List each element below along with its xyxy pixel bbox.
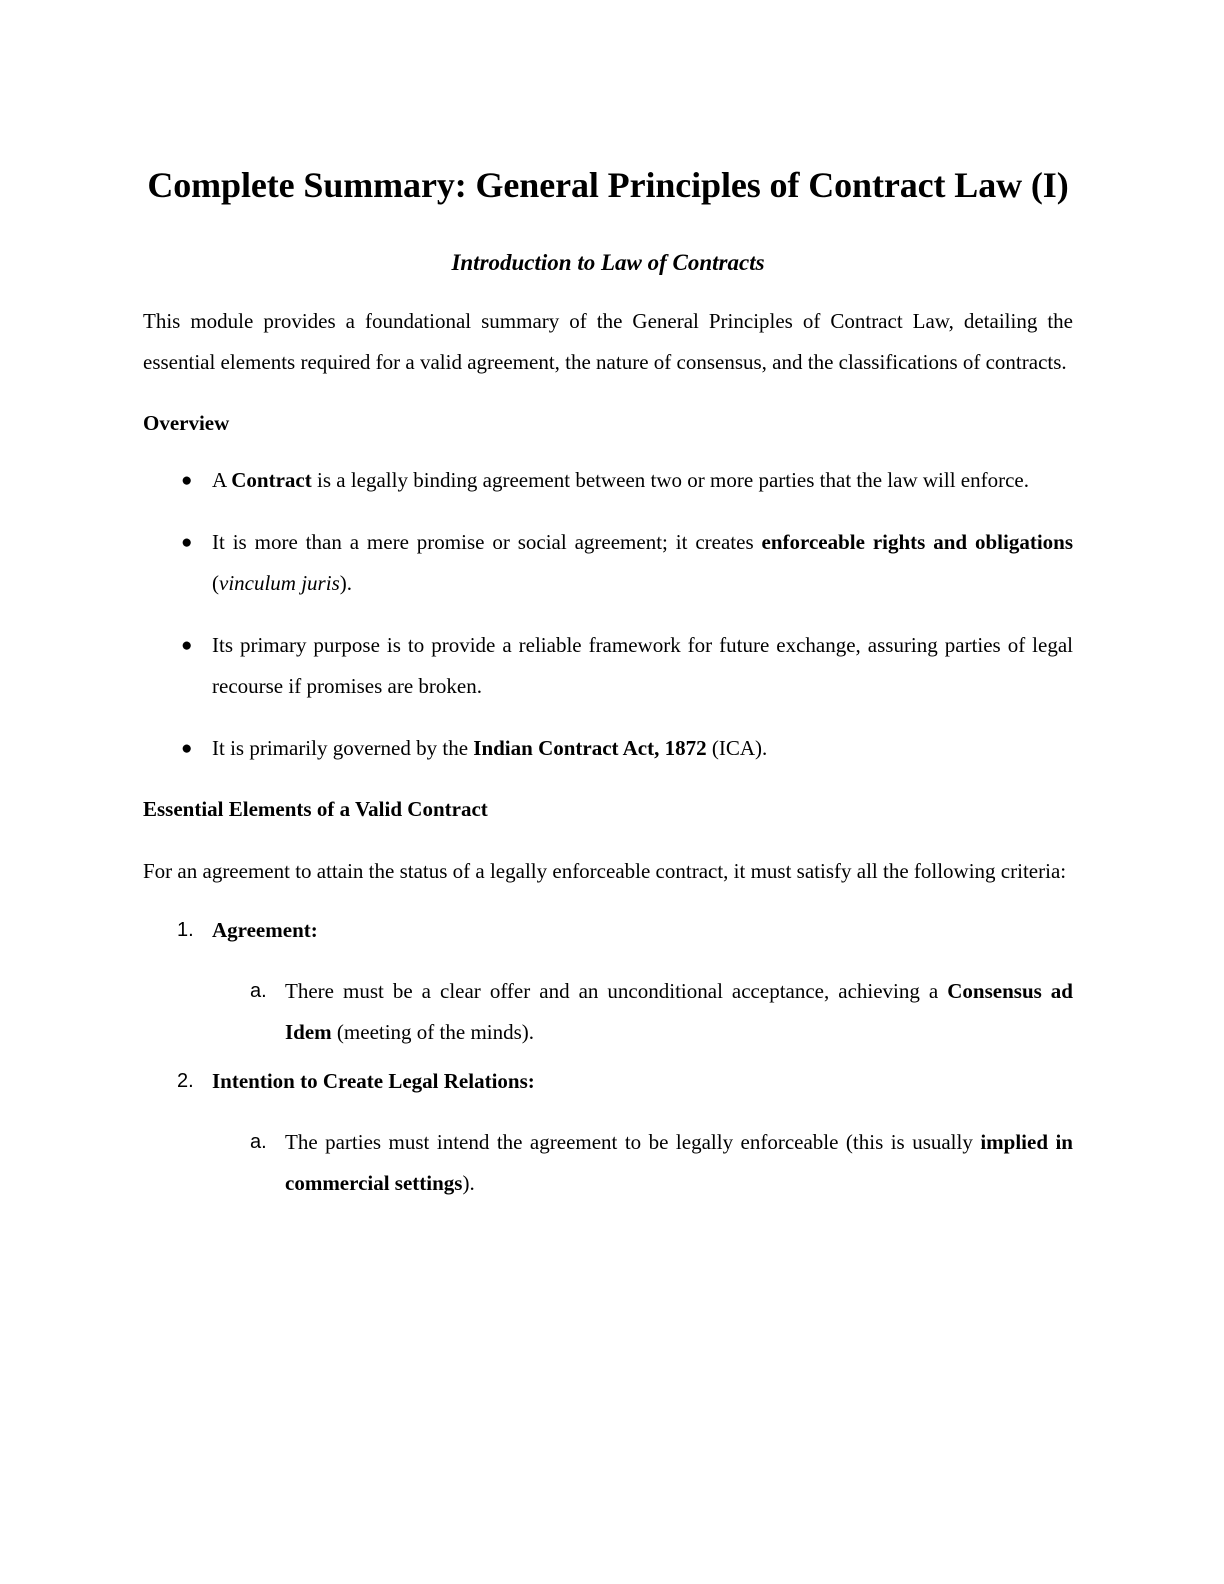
list-alpha-marker: a. <box>250 1131 267 1153</box>
list-item-text <box>212 530 1073 595</box>
list-item <box>212 1122 1073 1204</box>
list-item-label: Intention to Create Legal Relations: <box>212 1069 535 1093</box>
essential-elements-lead-paragraph: For an agreement to attain the status of a legally enforceable contract, it must satisfy all the following criteria: <box>143 859 1067 883</box>
text-bold: Consensus ad Idem <box>285 979 1073 1044</box>
text-segment: It is primarily governed by the <box>212 736 474 760</box>
bullet-icon: ● <box>181 635 193 656</box>
list-number-marker: 2. <box>177 1070 194 1092</box>
list-item-label: Agreement: <box>212 918 318 942</box>
list-number-marker: 1. <box>177 919 194 941</box>
text-italic: vinculum juris <box>219 571 340 595</box>
essential-elements-list <box>143 892 1073 1212</box>
list-item <box>143 910 1073 1061</box>
list-item-text <box>212 633 1073 698</box>
text-bold: Indian Contract Act, 1872 <box>473 736 707 760</box>
text-bold: implied in commercial settings <box>285 1130 1073 1195</box>
text-segment: ( <box>212 571 219 595</box>
sub-list <box>212 1102 1073 1204</box>
list-item <box>143 625 1073 728</box>
text-segment: (meeting of the minds). <box>331 1020 535 1044</box>
text-segment: (ICA). <box>706 736 768 760</box>
text-segment: There must be a clear offer and an unconditional acceptance, achieving a <box>285 979 948 1003</box>
section-heading-overview: Overview <box>143 411 230 435</box>
text-bold: Contract <box>231 468 312 492</box>
document-subtitle: Introduction to Law of Contracts <box>451 250 765 275</box>
text-segment: The parties must intend the agreement to be legally enforceable (this is usually <box>285 1130 981 1154</box>
text-segment: A <box>212 468 232 492</box>
page-title: Complete Summary: General Principles of Contract Law (I) <box>147 165 1069 205</box>
sub-list <box>212 951 1073 1053</box>
overview-bullet-list <box>143 444 1073 769</box>
intro-paragraph: This module provides a foundational summary of the General Principles of Contract Law, detailing the essential elements required for a valid agreement, the nature of consensus, and the classifications of contracts. <box>143 309 1073 374</box>
list-item-text <box>212 736 767 760</box>
list-item-text <box>212 468 1029 492</box>
text-segment: ). <box>462 1171 475 1195</box>
text-segment: Its primary purpose is to provide a reliable framework for future exchange, assuring parties of legal recourse if promises are broken. <box>212 633 1073 698</box>
text-segment: ). <box>339 571 352 595</box>
bullet-icon: ● <box>181 738 193 759</box>
list-item <box>143 1061 1073 1212</box>
text-segment: It is more than a mere promise or social agreement; it creates <box>212 530 762 554</box>
list-alpha-marker: a. <box>250 980 267 1002</box>
list-item-text <box>285 979 1073 1044</box>
list-item <box>143 728 1073 769</box>
list-item <box>143 460 1073 522</box>
list-item <box>143 522 1073 625</box>
document-content <box>143 0 1073 1212</box>
text-bold: enforceable rights and obligations <box>761 530 1074 554</box>
section-heading-essential-elements: Essential Elements of a Valid Contract <box>143 797 488 821</box>
list-item-text <box>285 1130 1073 1195</box>
bullet-icon: ● <box>181 470 193 491</box>
list-item <box>212 971 1073 1053</box>
bullet-icon: ● <box>181 532 193 553</box>
text-segment: is a legally binding agreement between two or more parties that the law will enforce. <box>311 468 1030 492</box>
